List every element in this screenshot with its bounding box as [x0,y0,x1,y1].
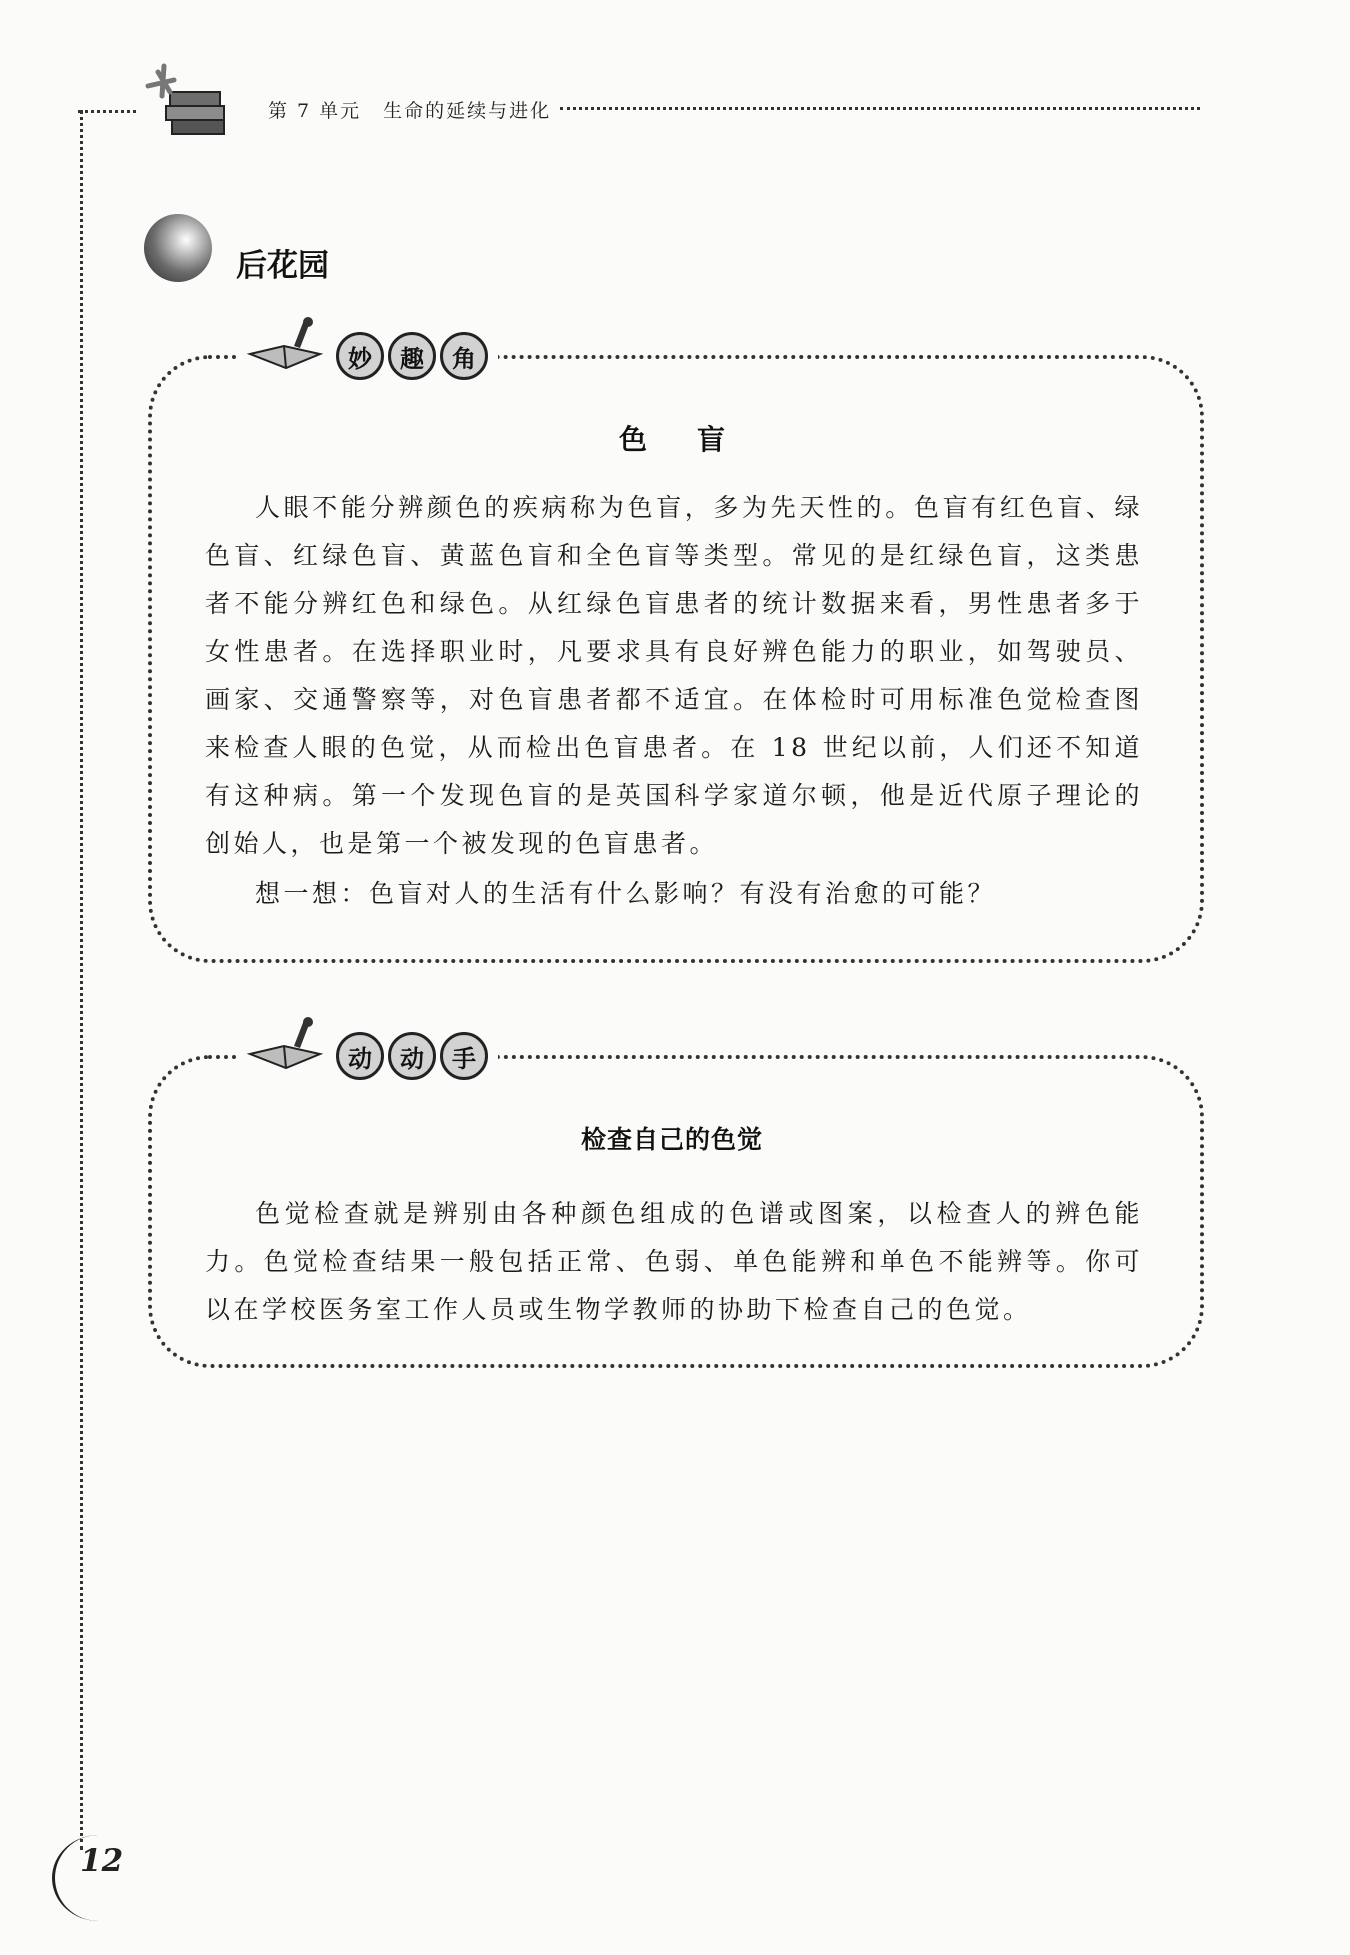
section-ball-icon [144,214,212,282]
running-header [268,96,551,123]
box1-title: 色盲 [618,423,775,456]
section-title: 后花园 [236,248,329,284]
tag-char: 角 [440,332,488,380]
open-book-icon [246,1016,326,1074]
header-dotted-line-left [78,110,136,113]
tag-char: 手 [440,1032,488,1080]
header-unit: 第 7 单元 [268,100,362,122]
hands-on-tag [336,1032,488,1080]
tag-char: 动 [336,1032,384,1080]
header-chapter: 生命的延续与进化 [383,100,552,122]
box2-paragraph: 色觉检查就是辨别由各种颜色组成的色谱或图案，以检查人的辨色能力。色觉检查结果一般包括正常、色弱、单色能辨和单色不能辨等。你可以在学校医务室工作人员或生物学教师的协助下检查自己的色觉。 [205,1199,1143,1324]
tag-char: 趣 [388,332,436,380]
fun-corner-tag [336,332,488,380]
box1-question: 想一想：色盲对人的生活有什么影响？有没有治愈的可能？ [255,879,997,908]
left-margin-rule [80,110,83,1850]
tag-char: 妙 [336,332,384,380]
books-logo-icon [140,62,240,142]
box1-paragraph: 人眼不能分辨颜色的疾病称为色盲，多为先天性的。色盲有红色盲、绿色盲、红绿色盲、黄蓝色盲和全色盲等类型。常见的是红绿色盲，这类患者不能分辨红色和绿色。从红绿色盲患者的统计数据来看，男性患者多于女性患者。在选择职业时，凡要求具有良好辨色能力的职业，如驾驶员、画家、交通警察等，对色盲患者都不适宜。在体检时可用标准色觉检查图来检查人眼的色觉，从而检出色盲患者。在 18 世纪以前，人们还不知道有这种病。第一个发现色盲的是英国科学家道尔顿，他是近代原子理论的创始人，也是第一个被发现的色盲患者。 [205,493,1143,858]
header-dotted-line [560,107,1200,110]
page-number: 12 [80,1843,124,1879]
open-book-icon [246,316,326,374]
box2-title: 检查自己的色觉 [580,1125,763,1154]
tag-char: 动 [388,1032,436,1080]
